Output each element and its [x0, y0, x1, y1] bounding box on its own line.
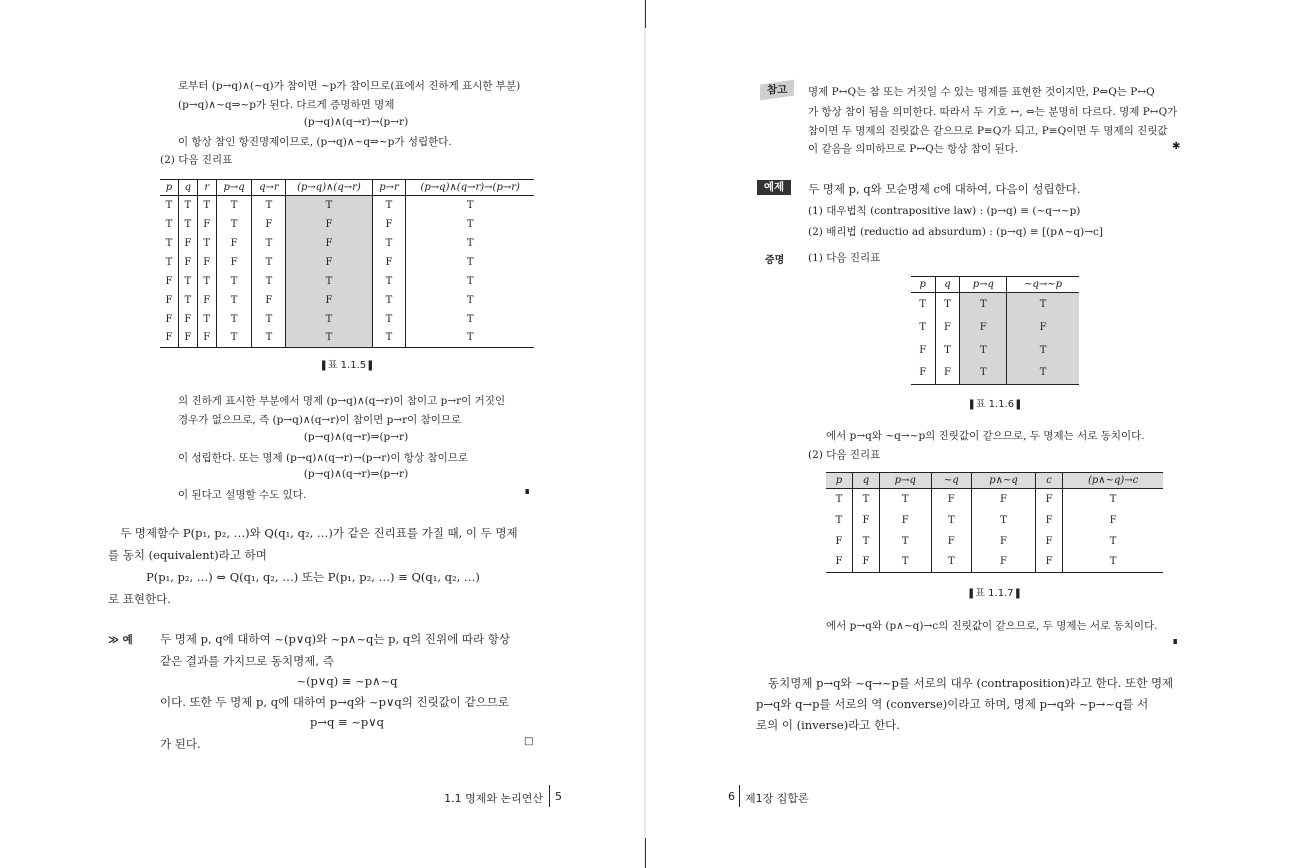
table-cell: F: [178, 329, 197, 348]
table-cell: F: [935, 316, 960, 339]
table-cell: T: [911, 316, 935, 339]
after-table-line-1: 의 진하게 표시한 부분에서 명제 (p→q)∧(q→r)이 참이고 p→r이 거짓인: [178, 395, 506, 407]
table-row: [826, 552, 1163, 573]
note-tag-label: 참고: [766, 84, 788, 97]
table-cell: T: [252, 329, 286, 348]
proof-end-mark: ∎: [1172, 636, 1179, 647]
table-cell: F: [160, 329, 178, 348]
table-cell: T: [1007, 293, 1079, 316]
column-header: c: [1036, 473, 1063, 489]
table-cell: T: [1007, 339, 1079, 362]
example-formula-1: ~(p∨q) ≡ ~p∧~q: [296, 674, 398, 688]
table-cell: F: [911, 362, 935, 385]
table-cell: T: [178, 272, 197, 291]
table-row: [160, 253, 534, 272]
table-cell: F: [1036, 552, 1063, 573]
page-gutter: [644, 0, 646, 868]
table-cell: T: [252, 234, 286, 253]
table-cell: T: [252, 196, 286, 215]
table-cell: T: [972, 510, 1036, 531]
problem-line-3: (2) 배리법 (reductio ad absurdum) : (p→q) ≡ [(p∧~q)→c]: [808, 226, 1104, 238]
definition-line-1: 두 명제함수 P(p₁, p₂, …)와 Q(q₁, q₂, …)가 같은 진리표를 가질 때, 이 두 명제: [120, 526, 518, 540]
table-cell: T: [880, 489, 931, 510]
table-cell: F: [1036, 510, 1063, 531]
table-row: [826, 531, 1163, 552]
table-cell: F: [286, 291, 372, 310]
table-cell: F: [160, 310, 178, 329]
table-cell: F: [972, 489, 1036, 510]
column-header: q: [852, 473, 879, 489]
table-cell: F: [197, 215, 216, 234]
table-cell: T: [216, 196, 252, 215]
final-line-2: p→q와 q→p를 서로의 역 (converse)이라고 하며, 명제 p→q와 ~p→~q를 서: [756, 697, 1149, 711]
table-cell: F: [252, 291, 286, 310]
column-header: q: [178, 180, 197, 196]
table-cell: T: [826, 489, 852, 510]
table-cell: T: [1109, 535, 1117, 547]
table-cell: T: [960, 362, 1007, 385]
note-line-1: 명제 P↔Q는 참 또는 거짓일 수 있는 명제를 표현한 것이지만, P⇔Q는 P↔Q: [808, 86, 1155, 98]
table-cell: F: [178, 234, 197, 253]
table-cell: T: [1063, 552, 1163, 573]
truth-table-1-1-7: [826, 472, 1163, 573]
table-cell: T: [880, 531, 931, 552]
after-table-formula-2: (p→q)∧(q→r)⇒(p→r): [303, 468, 409, 480]
final-line-1: 동치명제 p→q와 ~q→~p를 서로의 대우 (contraposition)라고 한다. 또한 명제: [768, 676, 1174, 690]
table-cell: T: [372, 310, 406, 329]
table-cell: F: [197, 291, 216, 310]
footer-section-title: 1.1 명제와 논리연산: [444, 792, 543, 805]
note-line-3: 참이면 두 명제의 진릿값은 같으므로 P≡Q가 되고, P≡Q이면 두 명제의 진릿값: [808, 125, 1168, 137]
table-cell: T: [197, 234, 216, 253]
table-cell: T: [372, 272, 406, 291]
table-caption-1-1-6: ❚표 1.1.6❚: [967, 399, 1023, 410]
column-header: (p→q)∧(q→r): [286, 180, 372, 196]
table-cell: F: [826, 552, 852, 573]
table-cell: T: [466, 218, 474, 230]
table-cell: F: [178, 310, 197, 329]
table-cell: F: [880, 510, 931, 531]
table-cell: T: [466, 256, 474, 268]
column-header: p: [160, 180, 178, 196]
example-line-2: 같은 결과를 가지므로 동치명제, 즉: [160, 654, 334, 668]
column-header: q: [935, 277, 960, 293]
table-cell: F: [972, 531, 1036, 552]
table-row: [911, 339, 1079, 362]
table-cell: T: [178, 196, 197, 215]
table-cell: T: [160, 253, 178, 272]
table-cell: F: [216, 234, 252, 253]
example-label: ≫ 예: [108, 634, 133, 646]
table-cell: F: [197, 329, 216, 348]
table-cell: F: [931, 531, 972, 552]
after-table-line-6: 이 된다고 설명할 수도 있다.: [178, 489, 307, 501]
example-end-mark: □: [524, 736, 534, 747]
table-cell: T: [252, 253, 286, 272]
example-line-4: 이다. 또한 두 명제 p, q에 대하여 p→q와 ~p∨q의 진릿값이 같으므로: [160, 695, 510, 709]
table-caption-1-1-7: ❚표 1.1.7❚: [966, 588, 1023, 599]
column-header: (p→q)∧(q→r)→(p→r): [406, 180, 534, 196]
column-header: p→q: [880, 473, 931, 489]
table-row: [826, 510, 1163, 531]
page-number-left: 5: [555, 790, 562, 803]
table-cell: T: [160, 215, 178, 234]
table-caption-1-1-5: ❚표 1.1.5❚: [319, 360, 375, 371]
table-row: [160, 310, 534, 329]
note-end-mark: ✱: [1172, 141, 1181, 152]
end-mark: ∎: [524, 486, 531, 497]
table-cell: F: [1036, 531, 1063, 552]
table-row: [160, 196, 534, 215]
table-cell: T: [960, 339, 1007, 362]
table-cell: T: [466, 275, 474, 287]
final-line-3: 로의 이 (inverse)라고 한다.: [756, 718, 900, 732]
intro-line-2: (p→q)∧~q⇒~p가 된다. 다르게 증명하면 명제: [178, 99, 395, 111]
after-table-line-2: 경우가 없으므로, 즉 (p→q)∧(q→r)이 참이면 p→r이 참이므로: [178, 414, 462, 426]
table-cell: T: [286, 310, 372, 329]
table-cell: T: [178, 291, 197, 310]
table-cell: F: [1109, 514, 1117, 526]
table-cell: T: [216, 329, 252, 348]
column-header: p: [911, 277, 935, 293]
column-header: ~q→~p: [1007, 277, 1079, 293]
table-row: [826, 489, 1163, 510]
table-row: [911, 316, 1079, 339]
note-tag: [760, 80, 794, 101]
proof-item-2: (2) 다음 진리표: [808, 449, 881, 461]
intro-formula: (p→q)∧(q→r)→(p→r): [303, 116, 409, 128]
table-cell: F: [935, 362, 960, 385]
after-table-line-4: 이 성립한다. 또는 명제 (p→q)∧(q→r)→(p→r)이 항상 참이므로: [178, 452, 469, 464]
table-cell: F: [911, 339, 935, 362]
table-cell: T: [880, 552, 931, 573]
column-header: (p∧~q)→c: [1063, 473, 1163, 489]
table-cell: T: [252, 272, 286, 291]
table-cell: F: [160, 291, 178, 310]
definition-formula: P(p₁, p₂, …) ⇔ Q(q₁, q₂, …) 또는 P(p₁, p₂, …) ≡ Q(q₁, q₂, …): [146, 570, 480, 584]
table-cell: T: [286, 196, 372, 215]
intro-line-1: 로부터 (p→q)∧(~q)가 참이면 ~p가 참이므로(표에서 진하게 표시한 부분): [178, 80, 521, 92]
table-cell: T: [372, 196, 406, 215]
definition-line-2: 를 동치 (equivalent)라고 하며: [108, 548, 267, 562]
table-cell: F: [178, 253, 197, 272]
intro-line-5: (2) 다음 진리표: [160, 154, 233, 166]
table-cell: T: [466, 313, 474, 325]
gutter-mark-bottom: [645, 838, 646, 868]
table-row: [160, 329, 534, 348]
column-header: p: [826, 473, 852, 489]
column-header: p∧~q: [972, 473, 1036, 489]
column-header: p→q: [960, 277, 1007, 293]
table-cell: F: [972, 552, 1036, 573]
table-cell: T: [372, 329, 406, 348]
table-cell: T: [197, 310, 216, 329]
table-cell: T: [1109, 493, 1117, 505]
table-cell: T: [372, 291, 406, 310]
table-cell: T: [160, 234, 178, 253]
table-cell: F: [852, 510, 879, 531]
table-cell: F: [1036, 489, 1063, 510]
page-number-right: 6: [728, 790, 735, 803]
note-line-2: 가 항상 참이 됨을 의미한다. 따라서 두 기호 ↔, ⇔는 분명히 다르다. 명제 P↔Q가: [808, 106, 1178, 118]
after-table-1-1-7: 에서 p→q와 (p∧~q)→c의 진릿값이 같으므로, 두 명제는 서로 동치이다.: [826, 620, 1158, 632]
table-cell: T: [216, 215, 252, 234]
problem-line-1: 두 명제 p, q와 모순명제 c에 대하여, 다음이 성립한다.: [808, 182, 1081, 196]
example-tag: 예제: [757, 180, 791, 195]
table-cell: F: [286, 234, 372, 253]
table-cell: F: [160, 272, 178, 291]
table-cell: T: [935, 339, 960, 362]
table-cell: F: [852, 552, 879, 573]
table-cell: F: [197, 253, 216, 272]
footer-divider-left: [549, 785, 550, 807]
problem-line-2: (1) 대우법칙 (contrapositive law) : (p→q) ≡ (~q→~p): [808, 205, 1081, 217]
table-cell: T: [1007, 362, 1079, 385]
note-line-4: 이 같음을 의미하므로 P↔Q는 항상 참이 된다.: [808, 143, 1019, 155]
proof-item-1: (1) 다음 진리표: [808, 252, 881, 264]
after-table-formula-1: (p→q)∧(q→r)⇒(p→r): [303, 431, 409, 443]
example-formula-2: p→q ≡ ~p∨q: [309, 715, 385, 729]
table-row: [160, 291, 534, 310]
table-header-row: [160, 180, 534, 196]
table-cell: T: [826, 510, 852, 531]
table-cell: T: [216, 272, 252, 291]
example-line-1: 두 명제 p, q에 대하여 ~(p∨q)와 ~p∧~q는 p, q의 진위에 따라 항상: [160, 632, 510, 646]
table-cell: T: [911, 293, 935, 316]
table-cell: F: [216, 253, 252, 272]
table-cell: T: [178, 215, 197, 234]
table-cell: T: [160, 196, 178, 215]
table-cell: T: [935, 293, 960, 316]
table-cell: T: [372, 234, 406, 253]
table-cell: F: [1007, 316, 1079, 339]
table-cell: T: [466, 237, 474, 249]
table-cell: F: [252, 215, 286, 234]
gutter-mark-top: [645, 0, 646, 28]
after-table-1-1-6: 에서 p→q와 ~q→~p의 진릿값이 같으므로, 두 명제는 서로 동치이다.: [826, 430, 1145, 442]
truth-table-1-1-5: [160, 179, 534, 348]
table-cell: F: [960, 316, 1007, 339]
column-header: p→q: [216, 180, 252, 196]
proof-label: 증명: [765, 255, 785, 266]
table-cell: T: [852, 531, 879, 552]
table-header-row: [911, 277, 1079, 293]
table-cell: F: [286, 253, 372, 272]
table-cell: F: [372, 215, 406, 234]
table-cell: F: [826, 531, 852, 552]
footer-chapter-title: 제1장 집합론: [745, 792, 809, 805]
table-row: [160, 215, 534, 234]
table-cell: T: [286, 329, 372, 348]
table-cell: T: [252, 310, 286, 329]
footer-divider-right: [739, 785, 740, 807]
table-cell: T: [931, 510, 972, 531]
table-header-row: [826, 473, 1163, 489]
intro-line-4: 이 항상 참인 항진명제이므로, (p→q)∧~q⇒~p가 성립한다.: [178, 136, 452, 148]
table-cell: T: [960, 293, 1007, 316]
table-cell: T: [466, 294, 474, 306]
table-cell: T: [852, 489, 879, 510]
truth-table-1-1-6: [911, 276, 1079, 385]
table-cell: T: [197, 196, 216, 215]
table-row: [911, 362, 1079, 385]
table-row: [160, 234, 534, 253]
table-cell: T: [197, 272, 216, 291]
table-cell: T: [216, 310, 252, 329]
table-row: [160, 272, 534, 291]
table-cell: F: [372, 253, 406, 272]
column-header: r: [197, 180, 216, 196]
column-header: ~q: [931, 473, 972, 489]
table-cell: T: [286, 272, 372, 291]
example-line-6: 가 된다.: [160, 737, 201, 751]
definition-line-4: 로 표현한다.: [108, 592, 171, 606]
column-header: p→r: [372, 180, 406, 196]
table-cell: T: [406, 329, 534, 348]
table-cell: F: [931, 489, 972, 510]
table-cell: T: [931, 552, 972, 573]
table-row: [911, 293, 1079, 316]
table-cell: T: [466, 199, 474, 211]
table-cell: F: [286, 215, 372, 234]
column-header: q→r: [252, 180, 286, 196]
table-cell: T: [216, 291, 252, 310]
